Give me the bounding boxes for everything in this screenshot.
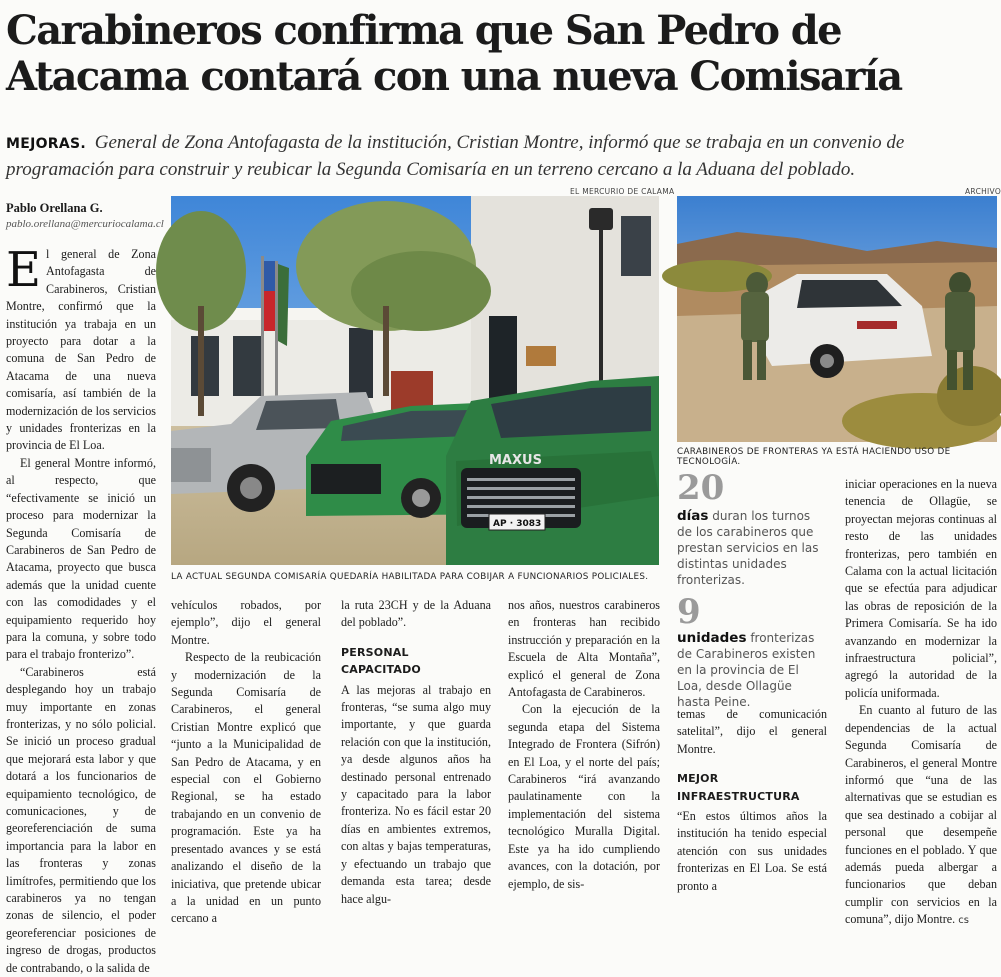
- article-column-6: [845, 476, 997, 930]
- photo-credit-main: EL MERCURIO DE CALAMA: [570, 187, 675, 196]
- lead-kicker: MEJORAS.: [6, 136, 87, 152]
- vehicle-brand-mark: MAXUS: [489, 453, 542, 468]
- article-column-1: [6, 242, 156, 977]
- lead-text: General de Zona Antofagasta de la institución, Cristian Montre, informó que se trabaja en un convenio de programación para construir y reubicar la Segunda Comisaría en un terreno cercano a la Aduana del poblado.: [6, 132, 905, 180]
- vehicle-plate: AP · 3083: [493, 519, 542, 529]
- col2-paragraph-2: Respecto de la reubicación y modernización de la Segunda Comisaría de Carabineros, el general Cristian Montre explicó que “junto a la Municipalidad de San Pedro de Atacama, y en especial con el Gobierno Regional, se ha estado trabajando en un convenio de programación. Este ya ha presentado avances y se está analizando el diseño de la iniciativa, que pretende ubicar a la unidad en un punto cercano a: [171, 650, 321, 926]
- stat-number-days: 20: [677, 468, 725, 508]
- col4-paragraph-1: nos años, nuestros carabineros en fronteras han recibido instrucción y preparación en la Escuela de Alta Montaña”, explicó el general de Zona Antofagasta de Carabineros.: [508, 598, 660, 700]
- stat-days-unit: días: [677, 508, 709, 524]
- col6-paragraph-2-text: En cuanto al futuro de las dependencias de la actual Segunda Comisaría de Carabineros, el general Montre informó que “una de las alternativas que se estudian es que sea destinado a cobijar al personal que desempeñe funciones en el poblado. Y que además pueda albergar a funcionarios que deban cumplir con servicios en la comuna”, dijo Montre.: [845, 703, 997, 927]
- stat-units-unit: unidades: [677, 630, 747, 646]
- col1-paragraph-3: “Carabineros está desplegando hoy un trabajo muy importante en zonas fronterizas, y no sólo policial. Se inició un proceso gradual que mejorará esta labor y que dotará a los funcionarios de equipamiento tecnológico, de comunicaciones, y de georeferenciación de suma importancia para la labor en las fronteras y zonas limítrofes, permitiendo que los carabineros ya no tengan zonas de silencio, el poder georeferenciar posiciones de ingreso de drogas, productos de contrabando, o la salida de: [6, 664, 156, 975]
- photo-caption-main: LA ACTUAL SEGUNDA COMISARÍA QUEDARÍA HABILITADA PARA COBIJAR A FUNCIONARIOS POLICIALES.: [171, 572, 649, 582]
- headline: Carabineros confirma que San Pedro de Atacama contará con una nueva Comisaría: [6, 7, 902, 100]
- stat-units-description: fronterizas de Carabineros existen en la provincia de El Loa, desde Ollagüe hasta Peine.: [677, 631, 816, 709]
- article-column-4: [508, 597, 660, 893]
- subheading-mejor-infraestructura: MEJOR INFRAESTRUCTURA: [677, 772, 800, 803]
- main-photo-comisaria: [171, 196, 659, 565]
- byline-email[interactable]: pablo.orellana@mercuriocalama.cl: [6, 218, 164, 230]
- col4-paragraph-2: Con la ejecución de la segunda etapa del Sistema Integrado de Frontera (Sifrón) en El Loa, y el norte del país; Carabineros “irá avanzando paulatinamente con la implementación del sistema tecnológico Muralla Digital. Este ya ha ido cumpliendo avances, con la dotación, por ejemplo, de sis-: [508, 702, 660, 891]
- byline-author: Pablo Orellana G.: [6, 201, 103, 215]
- col1-paragraph-1: l general de Zona Antofagasta de Carabineros, Cristian Montre, confirmó que la institución ya trabaja en un proyecto para dotar a la comuna de San Pedro de Atacama de una nueva comisaría, así también de la modernización de los servicios y unidades fronterizas en la provincia de El Loa.: [6, 247, 156, 453]
- lead-paragraph: [6, 130, 996, 182]
- col3-paragraph-1: la ruta 23CH y de la Aduana del poblado”.: [341, 598, 491, 630]
- col6-paragraph-1: iniciar operaciones en la nueva tenencia de Ollagüe, se proyectan mejoras continuas al resto de las unidades fronterizas, pero también en Calama con la actual licitación que se efectúa para adjudicar las obras de reposición de la Primera Comisaría. Se ha ido avanzando en modernizar la infraestructura policial”, agregó la autoridad de la policía uniformada.: [845, 477, 997, 700]
- col5-paragraph-1: temas de comunicación satelital”, dijo el general Montre.: [677, 707, 827, 756]
- col5-paragraph-2: “En estos últimos años la institución ha tenido especial atención con sus unidades fronterizas en El Loa. Se está pronto a: [677, 809, 827, 893]
- article-column-2: [171, 597, 321, 928]
- article-column-5: [677, 706, 827, 895]
- col3-paragraph-2: A las mejoras al trabajo en fronteras, “se suma algo muy importante, y que guarda relación con que la institución, ya desde algunos años ha destinado personal entrenado y capacitado para la labor fronteriza. No es fácil estar 20 días en ambientes extremos, con altas y bajas temperaturas, y efectuando un trabajo que demanda esta tarea; desde hace algu-: [341, 682, 491, 906]
- subheading-personal-capacitado: PERSONAL CAPACITADO: [341, 645, 421, 677]
- col1-paragraph-2: El general Montre informó, al respecto, que “efectivamente se inició un proceso para modernizar la Segunda Comisaría de Carabineros de San Pedro de Atacama, proyecto que busca además que la unidad cuente con las comodidades y el equipamiento requerido hoy para la comuna, y sobre todo para el trabajo fronterizo”.: [6, 455, 156, 662]
- col6-paragraph-2: [845, 702, 997, 929]
- end-mark: cs: [958, 915, 969, 927]
- col2-paragraph-1: vehículos robados, por ejemplo”, dijo el general Montre.: [171, 598, 321, 647]
- photo-credit-side: ARCHIVO: [965, 187, 1001, 196]
- stat-number-units: 9: [677, 592, 701, 632]
- article-column-3: [341, 597, 491, 908]
- stat-days-text: [677, 508, 827, 588]
- stat-units-text: [677, 630, 827, 710]
- drop-cap: E: [6, 242, 42, 298]
- photo-caption-side: CARABINEROS DE FRONTERAS YA ESTÁ HACIENDO USO DE TECNOLOGÍA.: [677, 447, 951, 467]
- stat-days-description: duran los turnos de los carabineros que prestan servicios en las distintas unidades fronterizas.: [677, 509, 819, 587]
- side-photo-fronteras: [677, 196, 997, 442]
